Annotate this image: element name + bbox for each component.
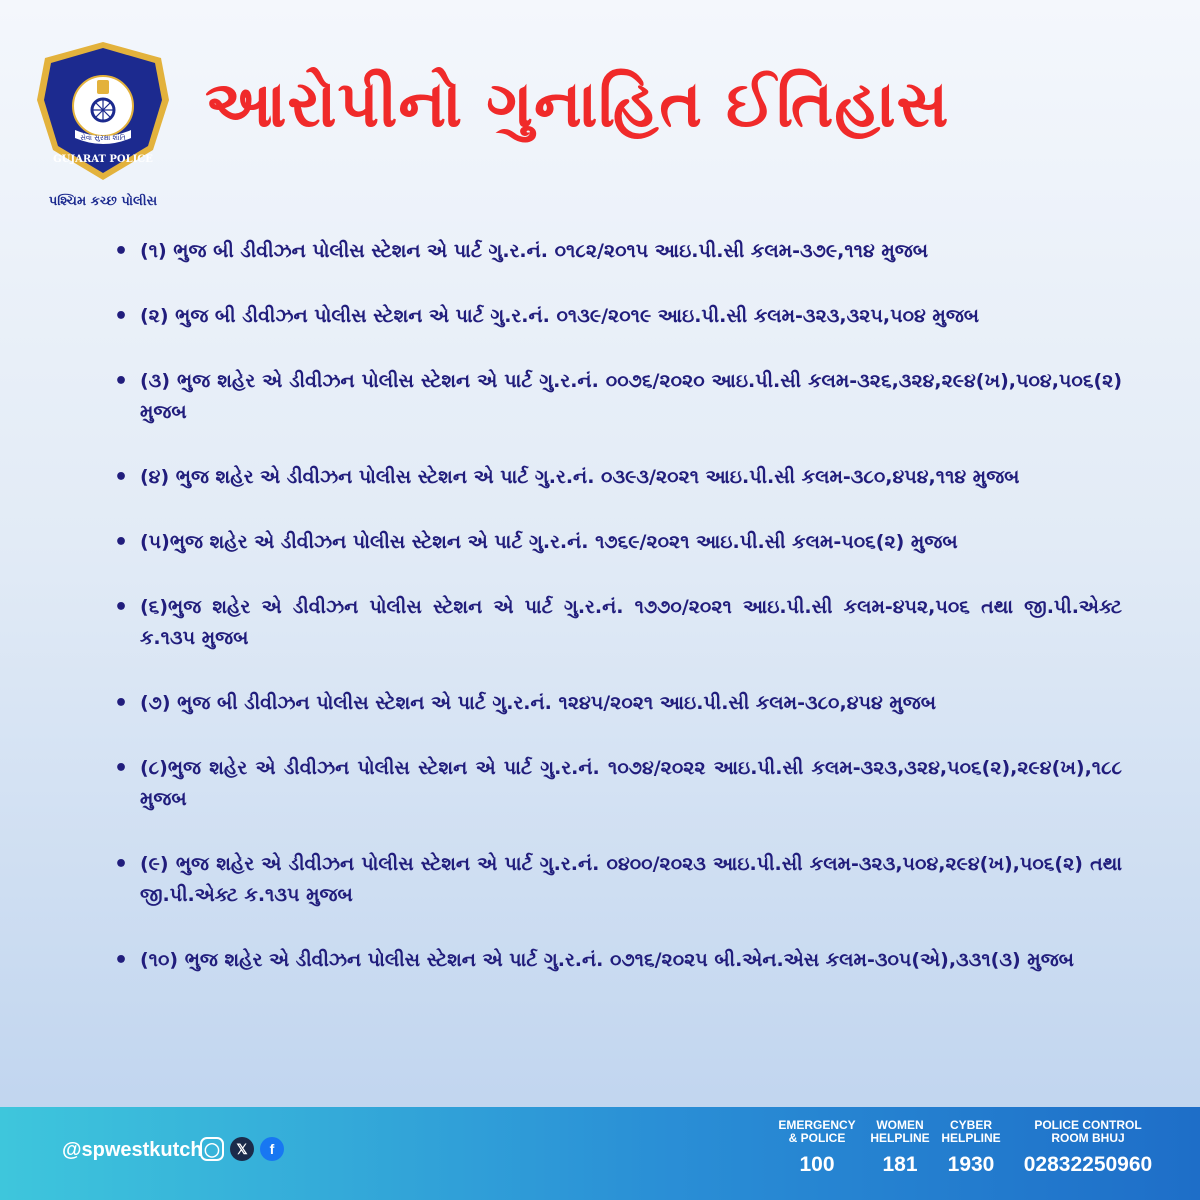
helpline-number[interactable]: 181 xyxy=(882,1153,918,1176)
footer-bar xyxy=(0,1107,1200,1200)
logo-caption: પશ્ચિમ કચ્છ પોલીસ xyxy=(48,194,158,209)
helpline-emergency xyxy=(775,1119,859,1177)
record-item: • (૭) ભુજ બી ડીવીઝન પોલીસ સ્ટેશન એ પાર્ટ ગુ.ર.નં. ૧૨૪૫/૨૦૨૧ આઇ.પી.સી કલમ-૩૮૦,૪૫૪ મુજબ xyxy=(112,688,1122,719)
helpline-women xyxy=(862,1119,938,1177)
record-item: • (૧૦) ભુજ શહેર એ ડીવીઝન પોલીસ સ્ટેશન એ પાર્ટ ગુ.ર.નં. ૦૭૧૬/૨૦૨૫ બી.એન.એસ કલમ-૩૦૫(એ),૩૩૧(૩) મુજબ xyxy=(112,945,1122,976)
social-handle[interactable]: @spwestkutch xyxy=(62,1139,203,1161)
record-item: • (૯) ભુજ શહેર એ ડીવીઝન પોલીસ સ્ટેશન એ પાર્ટ ગુ.ર.નં. ૦૪૦૦/૨૦૨૩ આઇ.પી.સી કલમ-૩૨૩,૫૦૪,૨૯૪(ખ),૫૦૬(૨) તથા જી.પી.એક્ટ ક.૧૩૫ મુજબ xyxy=(112,849,1122,911)
x-icon[interactable]: 𝕏 xyxy=(230,1137,254,1161)
helpline-label: CYBER HELPLINE xyxy=(941,1118,1001,1145)
helpline-label: POLICE CONTROL ROOM BHUJ xyxy=(1034,1118,1142,1145)
page-title: આરોપીનો ગુનાહિત ઈતિહાસ xyxy=(205,68,950,142)
police-badge-icon xyxy=(33,38,173,188)
record-item: • (૧) ભુજ બી ડીવીઝન પોલીસ સ્ટેશન એ પાર્ટ ગુ.ર.નં. ૦૧૮૨/૨૦૧૫ આઇ.પી.સી કલમ-૩૭૯,૧૧૪ મુજબ xyxy=(112,236,1122,267)
record-item: • (૮)ભુજ શહેર એ ડીવીઝન પોલીસ સ્ટેશન એ પાર્ટ ગુ.ર.નં. ૧૦૭૪/૨૦૨૨ આઇ.પી.સી કલમ-૩૨૩,૩૨૪,૫૦૬(૨),૨૯૪(ખ),૧૮૮ મુજબ xyxy=(112,753,1122,815)
record-item: • (૨) ભુજ બી ડીવીઝન પોલીસ સ્ટેશન એ પાર્ટ ગુ.ર.નં. ૦૧૩૯/૨૦૧૯ આઇ.પી.સી કલમ-૩૨૩,૩૨૫,૫૦૪ મુજબ xyxy=(112,301,1122,332)
criminal-record-list xyxy=(112,236,1122,1010)
record-item: • (૬)ભુજ શહેર એ ડીવીઝન પોલીસ સ્ટેશન એ પાર્ટ ગુ.ર.નં. ૧૭૭૦/૨૦૨૧ આઇ.પી.સી કલમ-૪૫૨,૫૦૬ તથા જી.પી.એક્ટ ક.૧૩૫ મુજબ xyxy=(112,592,1122,654)
record-item: • (૫)ભુજ શહેર એ ડીવીઝન પોલીસ સ્ટેશન એ પાર્ટ ગુ.ર.નં. ૧૭૬૯/૨૦૨૧ આઇ.પી.સી કલમ-૫૦૬(૨) મુજબ xyxy=(112,527,1122,558)
logo-motto: સેવા સુરક્ષા શાંતિ xyxy=(80,134,126,142)
instagram-icon[interactable]: ◯ xyxy=(200,1137,224,1161)
record-item: • (૪) ભુજ શહેર એ ડીવીઝન પોલીસ સ્ટેશન એ પાર્ટ ગુ.ર.નં. ૦૩૯૩/૨૦૨૧ આઇ.પી.સી કલમ-૩૮૦,૪૫૪,૧૧૪ મુજબ xyxy=(112,462,1122,493)
gujarat-police-logo xyxy=(28,38,178,218)
helpline-cyber xyxy=(936,1119,1006,1177)
helpline-label: EMERGENCY & POLICE xyxy=(778,1118,856,1145)
helpline-number[interactable]: 02832250960 xyxy=(1023,1153,1153,1176)
helpline-number[interactable]: 100 xyxy=(799,1153,835,1176)
logo-emblem-text: GUJARAT POLICE xyxy=(53,154,153,165)
record-item: • (૩) ભુજ શહેર એ ડીવીઝન પોલીસ સ્ટેશન એ પાર્ટ ગુ.ર.નં. ૦૦૭૬/૨૦૨૦ આઇ.પી.સી કલમ-૩૨૬,૩૨૪,૨૯૪(ખ),૫૦૪,૫૦૬(૨) મુજબ xyxy=(112,366,1122,428)
helpline-group xyxy=(0,1119,1200,1199)
helpline-label: WOMEN HELPLINE xyxy=(870,1118,930,1145)
helpline-control-room xyxy=(1008,1119,1168,1177)
facebook-icon[interactable]: f xyxy=(260,1137,284,1161)
helpline-number[interactable]: 1930 xyxy=(947,1153,995,1176)
